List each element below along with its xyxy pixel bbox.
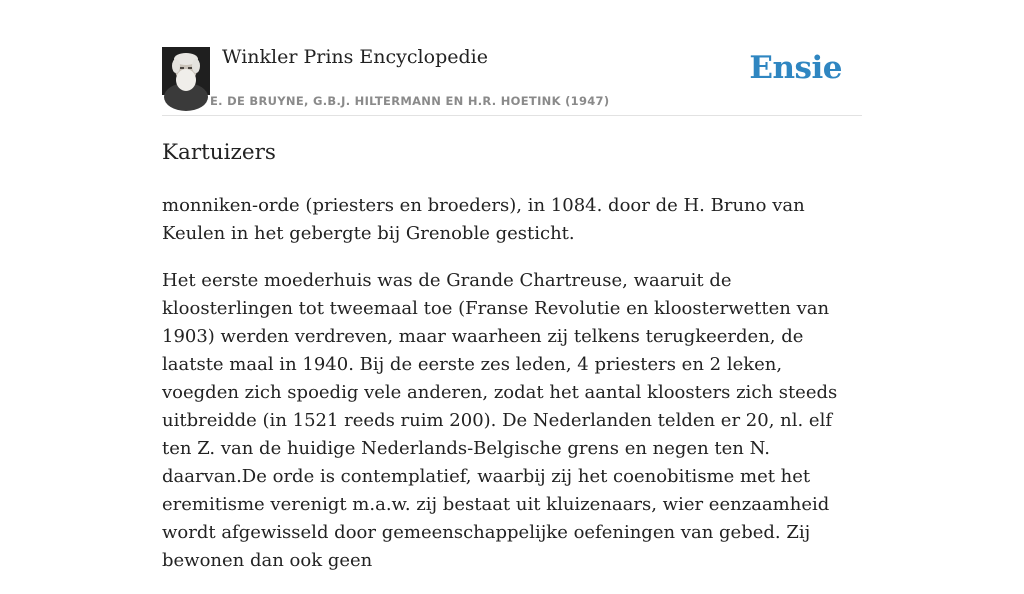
entry-title: Kartuizers [162,140,276,165]
source-title[interactable]: Winkler Prins Encyclopedie [222,46,488,68]
entry-body [162,192,862,594]
entry-paragraph: Het eerste moederhuis was de Grande Chartreuse, waaruit de kloosterlingen tot tweemaal toe (Franse Revolutie en kloosterwetten van 1903) werden verdreven, maar waarheen zij telkens terugkeerden, de laatste maal in 1940. Bij de eerste zes leden, 4 priesters en 2 leken, voegden zich spoedig vele anderen, zodat het aantal kloosters zich steeds uitbreidde (in 1521 reeds ruim 200). De Nederlanden telden er 20, nl. elf ten Z. van de huidige Nederlands-Belgische grens en negen ten N. daarvan.De orde is contemplatief, waarbij zij het coenobitisme met het eremitisme verenigt m.a.w. zij bestaat uit kluizenaars, wier eenzaamheid wordt afgewisseld door gemeenschappelijke oefeningen van gebed. Zij bewonen dan ook geen [162,270,838,571]
source-header [162,0,862,116]
entry-paragraph: monniken-orde (priesters en broeders), in 1084. door de H. Bruno van Keulen in het gebergte bij Grenoble gesticht. [162,195,805,244]
source-authors: E. DE BRUYNE, G.B.J. HILTERMANN EN H.R. HOETINK (1947) [210,94,610,108]
ensie-logo-link[interactable]: Ensie [749,50,842,86]
content-container [162,0,862,571]
author-portrait-icon [162,47,210,95]
author-avatar[interactable] [162,47,210,95]
